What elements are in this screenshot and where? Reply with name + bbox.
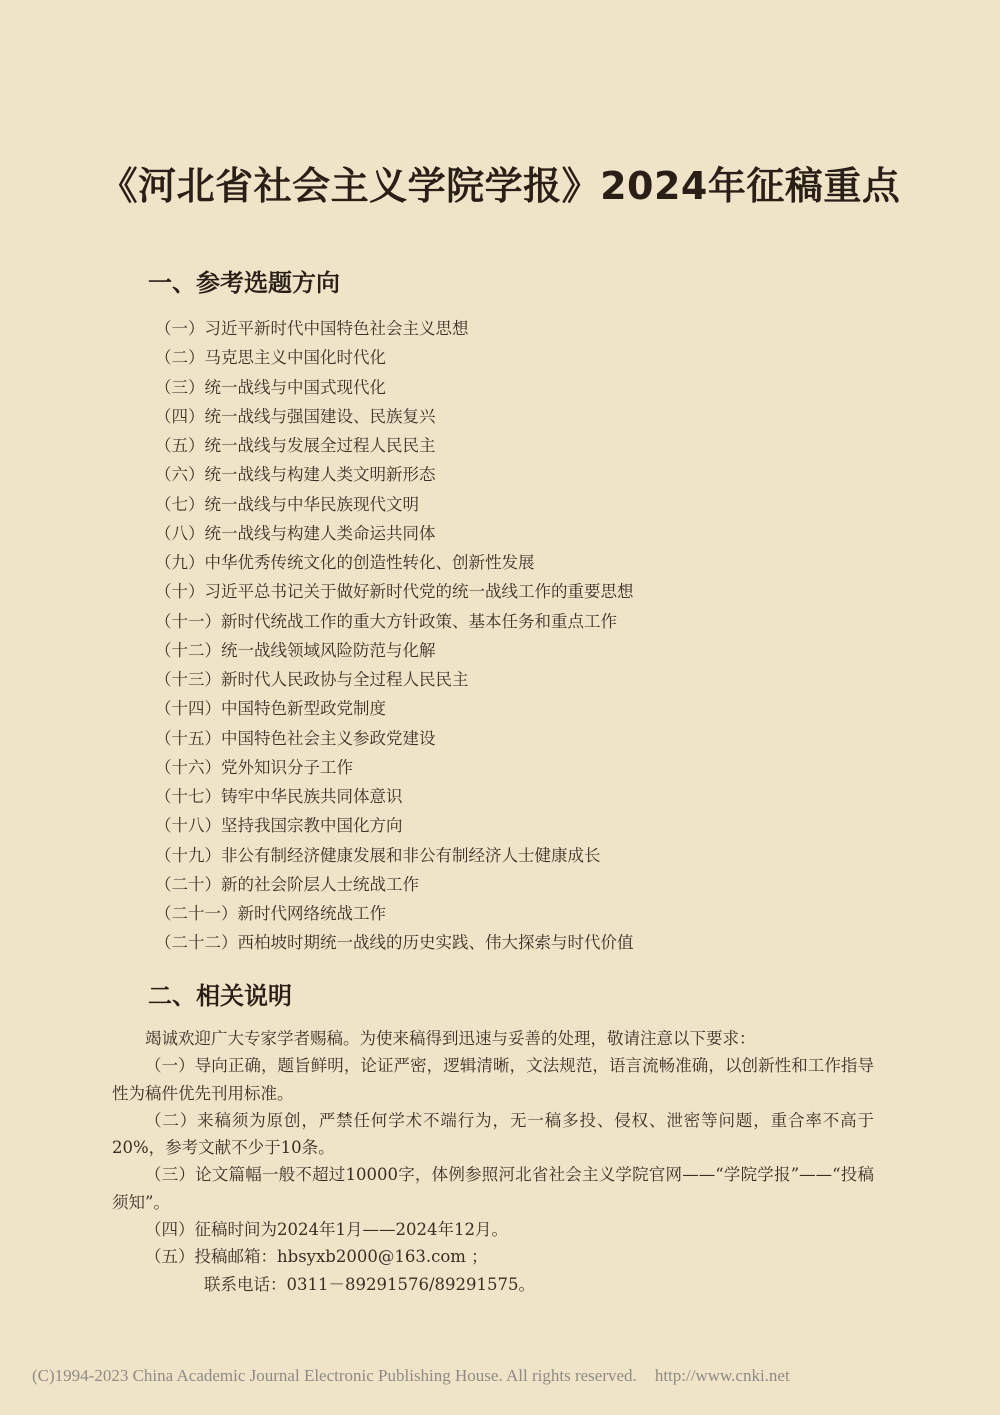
list-item: （十）习近平总书记关于做好新时代党的统一战线工作的重要思想 xyxy=(155,582,634,602)
list-item: （九）中华优秀传统文化的创造性转化、创新性发展 xyxy=(155,553,535,572)
list-item: （十六）党外知识分子工作 xyxy=(155,757,353,777)
note-paragraph: （三）论文篇幅一般不超过10000字，体例参照河北省社会主义学院官网——“学院学报”——“投稿须知”。 xyxy=(112,1165,874,1212)
list-item: （七）统一战线与中华民族现代文明 xyxy=(155,494,419,514)
submission-email: （五）投稿邮箱：hbsyxb2000@163.com ； xyxy=(145,1247,488,1267)
list-item: （十二）统一战线领域风险防范与化解 xyxy=(155,640,436,660)
list-item: （二）马克思主义中国化时代化 xyxy=(155,348,386,368)
list-item: （十三）新时代人民政协与全过程人民民主 xyxy=(155,670,469,689)
copyright-text: (C)1994-2023 China Academic Journal Electronic Publishing House. All rights reserved. xyxy=(32,1366,637,1385)
list-item: （五）统一战线与发展全过程人民民主 xyxy=(155,436,436,455)
cnki-link[interactable]: http://www.cnki.net xyxy=(654,1366,790,1385)
page-title: 《河北省社会主义学院学报》2024年征稿重点 xyxy=(99,164,901,208)
list-item: （十八）坚持我国宗教中国化方向 xyxy=(155,816,403,836)
list-item: （二十）新的社会阶层人士统战工作 xyxy=(155,874,419,894)
note-paragraph: （二）来稿须为原创，严禁任何学术不端行为，无一稿多投、侵权、泄密等问题，重合率不高于20%，参考文献不少于10条。 xyxy=(112,1110,874,1158)
list-item: （二十一）新时代网络统战工作 xyxy=(155,904,386,923)
list-item: （八）统一战线与构建人类命运共同体 xyxy=(155,523,436,543)
list-item: （二十二）西柏坡时期统一战线的历史实践、伟大探索与时代价值 xyxy=(155,933,634,953)
note-paragraph: （一）导向正确，题旨鲜明，论证严密，逻辑清晰，文法规范，语言流畅准确，以创新性和工作指导性为稿件优先刊用标准。 xyxy=(112,1056,874,1103)
footer-copyright xyxy=(32,1364,972,1388)
note-paragraph: （四）征稿时间为2024年1月——2024年12月。 xyxy=(145,1220,508,1240)
notes-intro: 竭诚欢迎广大专家学者赐稿。为使来稿得到迅速与妥善的处理，敬请注意以下要求： xyxy=(145,1029,756,1048)
list-item: （十四）中国特色新型政党制度 xyxy=(155,699,386,719)
section-heading-topics: 一、参考选题方向 xyxy=(148,269,340,297)
list-item: （三）统一战线与中国式现代化 xyxy=(155,377,386,397)
list-item: （十一）新时代统战工作的重大方针政策、基本任务和重点工作 xyxy=(155,611,617,631)
list-item: （一）习近平新时代中国特色社会主义思想 xyxy=(155,319,469,338)
list-item: （十九）非公有制经济健康发展和非公有制经济人士健康成长 xyxy=(155,845,601,865)
topic-list xyxy=(155,314,634,958)
contact-phone: 联系电话：0311－89291576/89291575。 xyxy=(204,1274,536,1294)
notes-body xyxy=(112,1025,874,1298)
list-item: （六）统一战线与构建人类文明新形态 xyxy=(155,465,436,485)
section-heading-notes: 二、相关说明 xyxy=(148,982,292,1010)
list-item: （四）统一战线与强国建设、民族复兴 xyxy=(155,406,436,426)
list-item: （十七）铸牢中华民族共同体意识 xyxy=(155,787,403,806)
list-item: （十五）中国特色社会主义参政党建设 xyxy=(155,728,436,748)
